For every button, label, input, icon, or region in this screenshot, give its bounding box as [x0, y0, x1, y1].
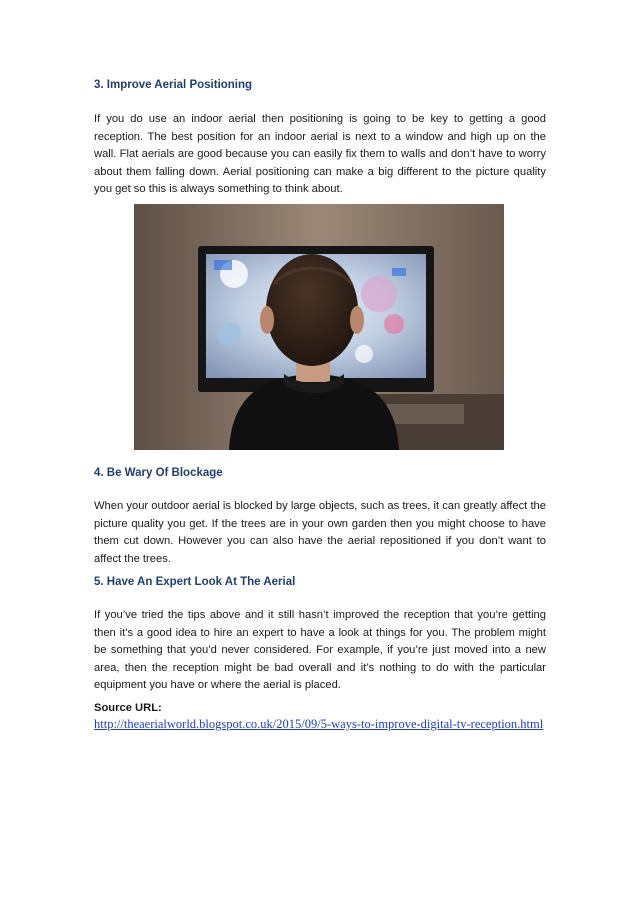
tv-scene-illustration: [134, 204, 504, 450]
child-watching-tv-photo: [134, 204, 504, 450]
section-expert: [94, 575, 546, 695]
source-label: Source URL:: [94, 702, 162, 714]
source-block: [94, 700, 546, 733]
section-heading: 4. Be Wary Of Blockage: [94, 467, 223, 479]
section-heading: 5. Have An Expert Look At The Aerial: [94, 576, 296, 588]
section-aerial-positioning: [94, 78, 546, 199]
source-url-link[interactable]: http://theaerialworld.blogspot.co.uk/2015/09/5-ways-to-improve-digital-tv-reception.html: [94, 717, 544, 731]
section-blockage: [94, 466, 546, 568]
section-paragraph: When your outdoor aerial is blocked by large objects, such as trees, it can greatly affect the picture quality you get. If the trees are in your own garden then you might choose to have them cut down. However you can also have the aerial repositioned if you don’t want to affect the trees.: [94, 500, 546, 565]
section-heading: 3. Improve Aerial Positioning: [94, 79, 253, 91]
section-paragraph: If you’ve tried the tips above and it still hasn’t improved the reception that you’re getting then it’s a good idea to hire an expert to have a look at things for you. The problem might be something that you’d never considered. For example, if you’re just moved into a new area, then the reception might be bad overall and it’s nothing to do with the particular equipment you have or where the aerial is placed.: [94, 609, 546, 692]
section-paragraph: If you do use an indoor aerial then positioning is going to be key to getting a good reception. The best position for an indoor aerial is next to a window and high up on the wall. Flat aerials are good because you can easily fix them to walls and don’t have to worry about them falling down. Aerial positioning can make a big different to the picture quality you get so this is always something to think about.: [94, 113, 546, 196]
